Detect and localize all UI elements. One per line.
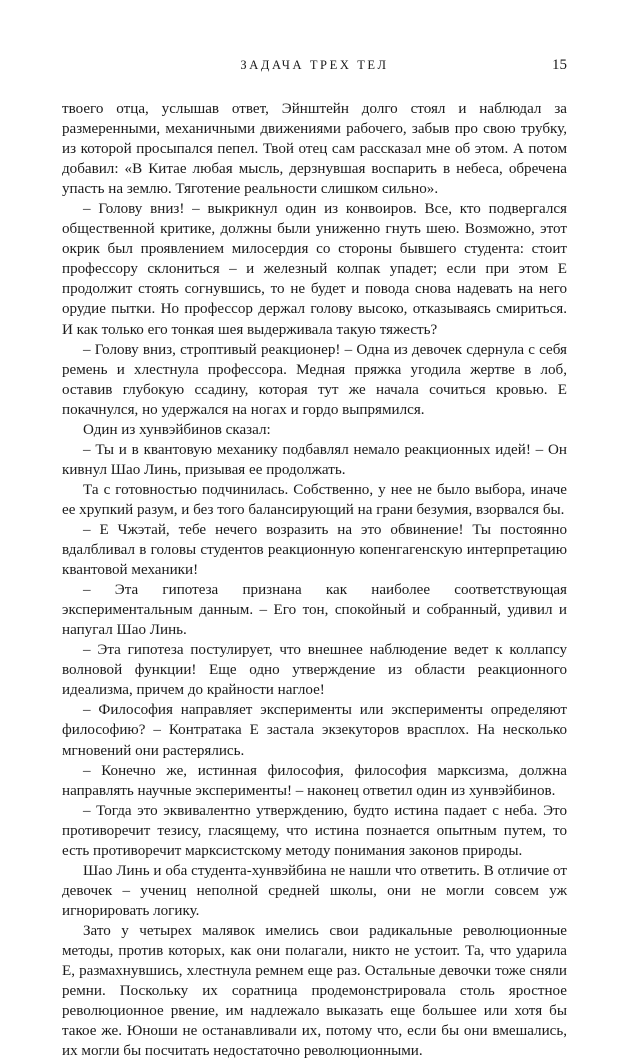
running-title: ЗАДАЧА ТРЕХ ТЕЛ [240, 58, 389, 72]
paragraph-continued: твоего отца, услышав ответ, Эйнштейн долго стоял и наблюдал за размеренными, механичными движениями рабочего, забыв про свою трубку, из которой просыпался пепел. Твой отец сам рассказал мне об этом. А потом добавил: «В Китае любая мысль, дерзнувшая воспарить в небеса, обречена упасть на землю. Тяготение реальности слишком сильно». [62, 101, 567, 198]
paragraph: Зато у четырех малявок имелись свои радикальные революционные методы, против которых, как они полагали, никто не устоит. Та, что ударила Е, размахнувшись, хлестнула ремнем еще раз. Остальные девочки тоже сняли ремни. Поскольку их соратница продемонстрировала столь яростное революционное рвение, им надлежало выказать еще большее или хотя бы такое же. Юноши не останавливали их, потому что, если бы они вмешались, их могли бы посчитать недостаточно революционными. [62, 922, 567, 1060]
paragraph: – Философия направляет эксперименты или эксперименты определяют философию? – Контратака Е застала экзекуторов врасплох. На несколько мгновений они растерялись. [62, 702, 567, 759]
paragraph: – Е Чжэтай, тебе нечего возразить на это обвинение! Ты постоянно вдалбливал в головы студентов реакционную копенгагенскую интерпретацию квантовой механики! [62, 521, 567, 579]
running-header [62, 58, 567, 86]
paragraph: – Эта гипотеза признана как наиболее соответствующая экспериментальным данным. – Его тон, спокойный и собранный, удивил и напугал Шао Линь. [62, 582, 567, 639]
paragraph: – Эта гипотеза постулирует, что внешнее наблюдение ведет к коллапсу волновой функции! Еще одно утверждение из области реакционного идеализма, причем до крайности наглое! [62, 642, 567, 699]
paragraph: – Голову вниз, строптивый реакционер! – Одна из девочек сдернула с себя ремень и хлестнула профессора. Медная пряжка угодила жертве в лоб, оставив глубокую ссадину, которая тут же начала сочиться кровью. Е покачнулся, но удержался на ногах и гордо выпрямился. [62, 341, 567, 418]
paragraph: Шао Линь и оба студента-хунвэйбина не нашли что ответить. В отличие от девочек – учениц неполной средней школы, они не могли совсем уж игнорировать логику. [62, 862, 567, 919]
paragraph: – Тогда это эквивалентно утверждению, будто истина падает с неба. Это противоречит тезису, гласящему, что истина познается опытным путем, то есть противоречит марксистскому методу понимания законов природы. [62, 802, 567, 859]
paragraph: – Голову вниз! – выкрикнул один из конвоиров. Все, кто подвергался общественной критике, должны были униженно гнуть шею. Возможно, этот окрик был проявлением милосердия со стороны бывшего студента: стоит профессору склониться – и железный колпак упадет; если при этом Е продолжит стоять согнувшись, то не будет и повода снова надевать на него орудие пытки. Но профессор держал голову высоко, отказываясь смириться. И как только его тонкая шея выдерживала такую тяжесть? [62, 201, 567, 338]
book-page [62, 58, 567, 1061]
paragraph: – Конечно же, истинная философия, философия марксизма, должна направлять научные эксперименты! – наконец ответил один из хунвэйбинов. [62, 762, 567, 799]
body-text [62, 99, 567, 1061]
paragraph: Та с готовностью подчинилась. Собственно, у нее не было выбора, иначе ее хрупкий разум, и без того балансирующий на грани безумия, взорвался бы. [62, 481, 567, 518]
paragraph: Один из хунвэйбинов сказал: [83, 421, 271, 438]
paragraph: – Ты и в квантовую механику подбавлял немало реакционных идей! – Он кивнул Шао Линь, призывая ее продолжать. [62, 441, 567, 478]
page-number: 15 [552, 57, 567, 73]
